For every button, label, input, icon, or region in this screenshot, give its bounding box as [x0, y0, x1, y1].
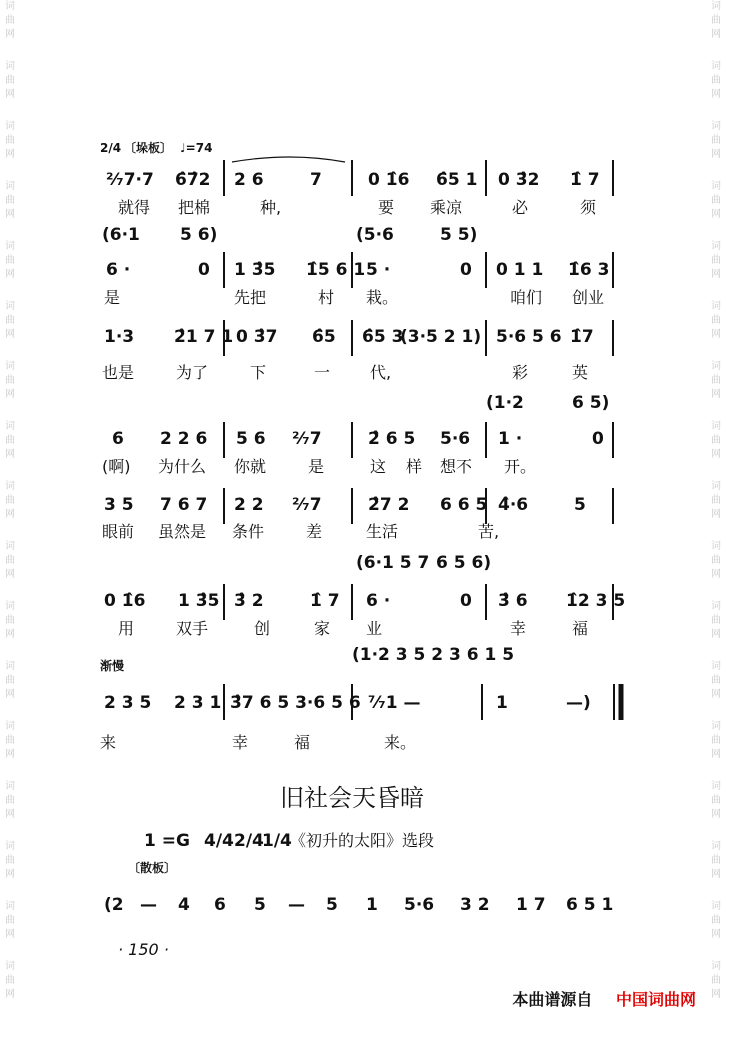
- lyric: 必: [512, 198, 529, 217]
- lyric: 开。: [504, 457, 537, 476]
- note: ²⁄₇7: [292, 429, 322, 449]
- lyric: 要: [378, 198, 395, 217]
- watermark-text: 词 曲 网: [5, 61, 15, 100]
- note: 4̂·6: [498, 495, 529, 515]
- watermark-text: 词 曲 网: [5, 961, 15, 1000]
- note: 5: [254, 895, 266, 915]
- note: ⁷⁄₇1 —: [368, 693, 421, 713]
- watermark-text: 词 曲 网: [711, 601, 721, 640]
- note: 0: [460, 260, 472, 280]
- accompaniment: 6 5 6): [436, 553, 492, 573]
- note: 6̂7̂2: [175, 170, 211, 190]
- note: 6: [214, 895, 226, 915]
- watermark-text: 词 曲 网: [711, 421, 721, 460]
- watermark-text: 词 曲 网: [711, 121, 721, 160]
- lyric: 你就: [234, 457, 267, 476]
- note: 4: [178, 895, 190, 915]
- tempo-change-mark: 渐慢: [100, 659, 125, 673]
- tempo-mark: 〔垛板〕: [124, 141, 173, 155]
- watermark-text: 词 曲 网: [711, 361, 721, 400]
- meter: 2/4: [100, 141, 122, 155]
- lyric: 先把: [234, 288, 267, 307]
- lyric: 这: [370, 457, 387, 476]
- footer-source: [512, 987, 696, 1010]
- note: 7 6 7: [160, 495, 208, 515]
- note: 2̂7 2: [368, 495, 410, 515]
- meter: 4/4: [204, 831, 234, 851]
- note: 1̂ 7: [310, 591, 340, 611]
- staff-line-5: [102, 488, 613, 541]
- note: 1̂7: [570, 327, 594, 347]
- watermark-text: 词 曲 网: [5, 421, 15, 460]
- watermark-text: 词 曲 网: [5, 781, 15, 820]
- staff-line-3: [102, 320, 613, 382]
- lyric: 须: [580, 198, 597, 217]
- note: 6 ·: [366, 591, 391, 611]
- lyric: 样: [406, 457, 423, 476]
- note: 6̂5: [312, 327, 336, 347]
- lyric: 也是: [102, 363, 135, 382]
- accompaniment: (1·2 3 5 2 3 6 1 5: [352, 645, 515, 665]
- tempo: ♩=74: [180, 141, 213, 155]
- note: 0: [592, 429, 604, 449]
- tempo-mark: 〔散板〕: [128, 861, 177, 875]
- note: 3̂ 6: [498, 591, 528, 611]
- song-source: 《初升的太阳》选段: [290, 831, 435, 850]
- note: 1·3: [104, 327, 135, 347]
- lyric: 代,: [370, 363, 392, 382]
- lyric: 就得: [118, 198, 151, 217]
- note: 2 3 1: [174, 693, 222, 713]
- lyric: (啊): [102, 457, 131, 476]
- lyric: 福: [294, 733, 311, 752]
- watermark-text: 词 曲 网: [711, 301, 721, 340]
- staff-line-6: [104, 553, 625, 638]
- note: 2̂ 6 5: [368, 429, 416, 449]
- note: 7: [310, 170, 322, 190]
- lyric: 彩: [512, 363, 529, 382]
- accompaniment: (6·1 5 7: [356, 553, 430, 573]
- accompaniment: (6·1: [102, 225, 140, 245]
- watermark-text: 词 曲 网: [5, 1, 15, 40]
- song-2: [104, 784, 613, 915]
- note: 1 3̂5: [234, 260, 276, 280]
- note: 6 6 5: [440, 495, 488, 515]
- song-title: 旧社会天昏暗: [280, 784, 424, 812]
- lyric: 差: [306, 522, 323, 541]
- lyric: 来: [100, 733, 117, 752]
- watermark-text: 词 曲 网: [711, 721, 721, 760]
- note: 1: [366, 895, 378, 915]
- lyric: 来。: [384, 733, 417, 752]
- page-number: · 150 ·: [118, 940, 169, 959]
- note: 2 3 5: [104, 693, 152, 713]
- lyric: 家: [314, 619, 331, 638]
- accompaniment: (5·6: [356, 225, 394, 245]
- lyric: 村: [318, 288, 335, 307]
- watermark-text: 词 曲 网: [5, 661, 15, 700]
- lyric: 条件: [232, 522, 265, 541]
- lyric: 为什么: [158, 457, 207, 476]
- watermark-text: 词 曲 网: [711, 61, 721, 100]
- watermark-text: 词 曲 网: [5, 121, 15, 160]
- staff-line-7: [99, 645, 621, 752]
- lyric: 虽然是: [158, 522, 207, 541]
- note: 3 5: [104, 495, 134, 515]
- watermark-text: 词 曲 网: [711, 841, 721, 880]
- watermark-text: 词 曲 网: [711, 661, 721, 700]
- staff-line-1: [106, 157, 613, 217]
- watermark-text: 词 曲 网: [711, 961, 721, 1000]
- note: 3̂ 2: [234, 591, 264, 611]
- watermark-text: 词 曲 网: [711, 481, 721, 520]
- accompaniment: (1·2: [486, 393, 524, 413]
- note: —): [566, 693, 591, 713]
- accompaniment: 5 6): [180, 225, 218, 245]
- note: 6: [112, 429, 124, 449]
- lyric: 用: [118, 619, 135, 638]
- note: 0 1̂6: [368, 170, 410, 190]
- lyric: 生活: [366, 522, 399, 541]
- staff-line-2: [102, 225, 613, 307]
- lyric: 栽。: [366, 288, 399, 307]
- note: 5: [326, 895, 338, 915]
- lyric: 幸: [510, 619, 527, 638]
- watermark-text: 词 曲 网: [711, 901, 721, 940]
- watermark-text: 词 曲 网: [5, 481, 15, 520]
- note: 2 6: [234, 170, 264, 190]
- watermark-text: 词 曲 网: [5, 901, 15, 940]
- staff-line-4: [102, 393, 613, 476]
- note: 3 2: [460, 895, 490, 915]
- lyric: 乘凉: [430, 198, 463, 217]
- footer-source-text: 本曲谱源自: [512, 990, 593, 1009]
- watermark-text: 词 曲 网: [5, 181, 15, 220]
- note: 2 2 6: [160, 429, 208, 449]
- note: 1 ·: [498, 429, 523, 449]
- watermark-text: 词 曲 网: [711, 1, 721, 40]
- note: ²⁄₇7·7: [106, 170, 154, 190]
- lyric: 福: [572, 619, 589, 638]
- lyric: 把棉: [178, 198, 211, 217]
- note: 5 ·: [366, 260, 391, 280]
- watermark-text: 词 曲 网: [711, 181, 721, 220]
- lyric: 一: [314, 363, 331, 382]
- note: 5·6 5 6: [496, 327, 562, 347]
- lyric: 眼前: [102, 522, 135, 541]
- note: 5·6: [404, 895, 435, 915]
- watermark-text: 词 曲 网: [711, 781, 721, 820]
- note: 1̂5 6 1: [306, 260, 366, 280]
- note: (2: [104, 895, 124, 915]
- note: 5·6: [440, 429, 471, 449]
- watermark-text: 词 曲 网: [5, 241, 15, 280]
- note: 3̂7 6 5 3·6 5 6: [230, 693, 361, 713]
- accompaniment: 6 5): [572, 393, 610, 413]
- lyric: 想不: [440, 457, 473, 476]
- note: 1 7: [516, 895, 546, 915]
- lyric: 是: [104, 288, 121, 307]
- watermark-text: 词 曲 网: [5, 841, 15, 880]
- note: 1: [496, 693, 508, 713]
- watermark-text: 词 曲 网: [711, 541, 721, 580]
- watermark-text: 词 曲 网: [5, 541, 15, 580]
- lyric: 创业: [572, 288, 605, 307]
- lyric: 咱们: [510, 288, 543, 307]
- note: 6̂5 3: [362, 327, 404, 347]
- note: 1̂ 7: [570, 170, 600, 190]
- note: 5: [574, 495, 586, 515]
- note: 0 1̂6: [104, 591, 146, 611]
- lyric: 为了: [176, 363, 209, 382]
- lyric: 种,: [260, 198, 282, 217]
- lyric: 下: [250, 363, 267, 382]
- watermark-text: 词 曲 网: [5, 301, 15, 340]
- note: 2̂1 7 1: [174, 327, 234, 347]
- note: 6̂5 1: [436, 170, 478, 190]
- watermark-text: 词 曲 网: [5, 361, 15, 400]
- note: 0 3̂2: [498, 170, 540, 190]
- lyric: 双手: [176, 619, 209, 638]
- watermark-text: 词 曲 网: [5, 601, 15, 640]
- note: ²⁄₇7: [292, 495, 322, 515]
- footer-site-link[interactable]: 中国词曲网: [615, 990, 696, 1009]
- note: 5 6: [236, 429, 266, 449]
- meter: 1/4: [262, 831, 292, 851]
- watermark-text: 词 曲 网: [711, 241, 721, 280]
- lyric: 是: [308, 457, 325, 476]
- slur: [232, 157, 345, 162]
- note: 1̂2 3 5: [566, 591, 626, 611]
- note: 6 5 1: [566, 895, 614, 915]
- note: 0: [198, 260, 210, 280]
- key-signature: 1 =G: [144, 831, 190, 851]
- lyric: 英: [572, 363, 589, 382]
- lyric: 苦,: [478, 522, 500, 541]
- watermark-text: 词 曲 网: [5, 721, 15, 760]
- meter: 2/4: [234, 831, 264, 851]
- note: 1̂6 3: [568, 260, 610, 280]
- lyric: 幸: [232, 733, 249, 752]
- note: 0 1 1: [496, 260, 544, 280]
- note: (3·5 2 1): [400, 327, 482, 347]
- note: 1 3̂5: [178, 591, 220, 611]
- accompaniment: 5 5): [440, 225, 478, 245]
- note: 2 2: [234, 495, 264, 515]
- note: —: [288, 895, 305, 915]
- note: —: [140, 895, 157, 915]
- note: 0 3̂7: [236, 327, 278, 347]
- lyric: 创: [254, 619, 271, 638]
- note: 6 ·: [106, 260, 131, 280]
- note: 0: [460, 591, 472, 611]
- lyric: 业: [366, 619, 383, 638]
